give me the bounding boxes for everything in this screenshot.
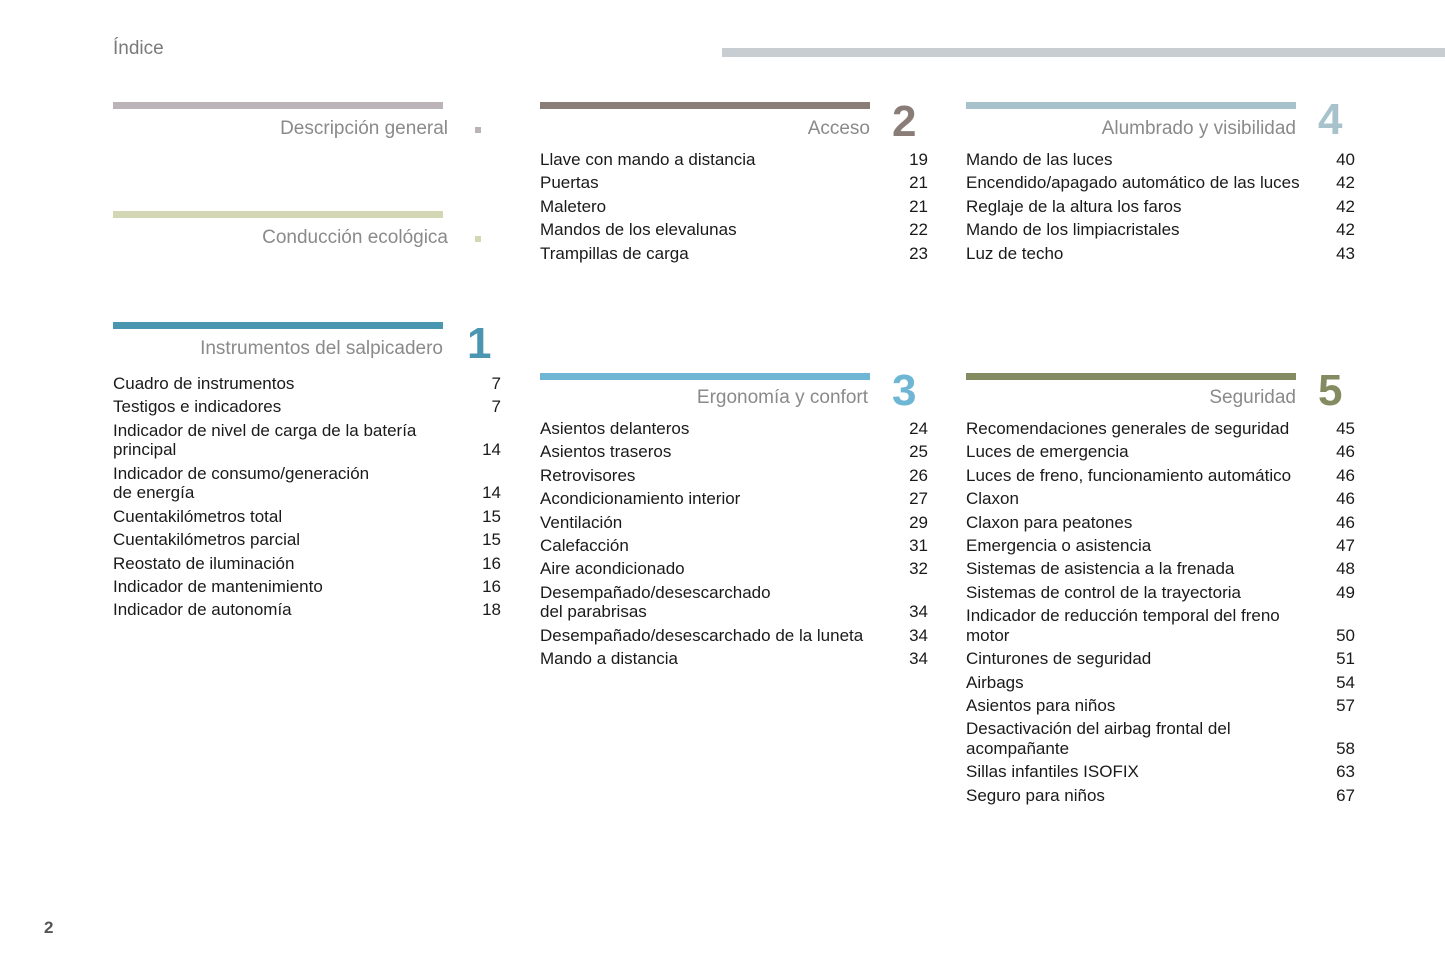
entry-page-number: 47 bbox=[1336, 535, 1355, 555]
entry-page-number: 15 bbox=[482, 506, 501, 526]
toc-entry[interactable] bbox=[540, 649, 928, 669]
entry-label: Luz de techo bbox=[966, 243, 1064, 263]
toc-entry[interactable] bbox=[966, 559, 1355, 579]
entry-page-number: 14 bbox=[482, 440, 501, 460]
toc-entry[interactable] bbox=[966, 696, 1355, 716]
toc-entry[interactable] bbox=[540, 583, 928, 622]
entry-label: Retrovisores bbox=[540, 465, 636, 485]
entry-label: Llave con mando a distancia bbox=[540, 150, 756, 169]
entry-label: Aire acondicionado bbox=[540, 559, 685, 579]
entry-label: Sistemas de asistencia a la frenada bbox=[966, 559, 1235, 579]
entry-page-number: 15 bbox=[482, 530, 501, 550]
toc-entry[interactable] bbox=[966, 244, 1355, 264]
toc-entry[interactable] bbox=[540, 466, 928, 486]
toc-entry[interactable] bbox=[540, 419, 928, 439]
toc-entry[interactable] bbox=[540, 197, 928, 217]
entry-page-number: 22 bbox=[909, 220, 928, 240]
toc-entry[interactable] bbox=[540, 536, 928, 556]
section-descripcion-general bbox=[113, 102, 483, 147]
entry-label: Indicador de autonomía bbox=[113, 600, 292, 620]
section-color-bar bbox=[966, 102, 1296, 109]
entry-label: Testigos e indicadores bbox=[113, 397, 282, 417]
toc-entry[interactable] bbox=[966, 173, 1355, 193]
entry-page-number: 21 bbox=[909, 196, 928, 216]
section-color-bar bbox=[113, 102, 443, 109]
section-ergonomia bbox=[540, 366, 930, 678]
toc-entry[interactable] bbox=[966, 220, 1355, 240]
section-acceso bbox=[540, 97, 930, 272]
toc-entry[interactable] bbox=[540, 244, 928, 264]
entry-page-number: 57 bbox=[1336, 695, 1355, 715]
page-number: 2 bbox=[44, 918, 54, 937]
toc-entry[interactable] bbox=[540, 220, 928, 240]
toc-entry[interactable] bbox=[966, 419, 1355, 439]
section-color-bar bbox=[113, 322, 443, 329]
entry-label: Asientos para niños bbox=[966, 695, 1116, 715]
toc-entry[interactable] bbox=[540, 442, 928, 462]
entry-page-number: 46 bbox=[1336, 512, 1355, 532]
toc-entry[interactable] bbox=[966, 719, 1355, 758]
entry-label: Ventilación bbox=[540, 512, 623, 532]
entry-label: Indicador de reducción temporal del freno motor bbox=[966, 606, 1280, 645]
entry-page-number: 42 bbox=[1336, 173, 1355, 193]
toc-entry[interactable] bbox=[966, 606, 1355, 645]
entry-label: Acondicionamiento interior bbox=[540, 489, 741, 509]
section-number: 1 bbox=[467, 319, 492, 368]
section-alumbrado bbox=[966, 95, 1356, 272]
section-color-bar bbox=[540, 373, 870, 380]
toc-entry[interactable] bbox=[113, 464, 501, 503]
section-title[interactable]: Ergonomía y confort bbox=[696, 387, 868, 408]
entry-label: Desempañado/desescarchado de la luneta bbox=[540, 625, 864, 645]
section-color-bar bbox=[966, 373, 1296, 380]
section-instrumentos bbox=[113, 319, 503, 632]
entry-list bbox=[540, 419, 928, 673]
entry-list bbox=[966, 150, 1355, 267]
entry-label: Desactivación del airbag frontal del acompañante bbox=[966, 719, 1231, 758]
entry-label: Cinturones de seguridad bbox=[966, 649, 1152, 669]
toc-entry[interactable] bbox=[966, 762, 1355, 782]
page-title: Índice bbox=[113, 38, 164, 59]
entry-label: Asientos delanteros bbox=[540, 419, 690, 438]
entry-page-number: 43 bbox=[1336, 243, 1355, 263]
entry-page-number: 19 bbox=[909, 150, 928, 169]
entry-label: Sistemas de control de la trayectoria bbox=[966, 582, 1241, 602]
entry-page-number: 32 bbox=[909, 559, 928, 579]
toc-entry[interactable] bbox=[113, 554, 501, 574]
entry-page-number: 29 bbox=[909, 512, 928, 532]
entry-label: Recomendaciones generales de seguridad bbox=[966, 419, 1290, 438]
entry-page-number: 48 bbox=[1336, 559, 1355, 579]
entry-page-number: 7 bbox=[491, 374, 501, 393]
entry-page-number: 21 bbox=[909, 173, 928, 193]
entry-label: Indicador de nivel de carga de la batería principal bbox=[113, 420, 417, 460]
entry-page-number: 46 bbox=[1336, 465, 1355, 485]
toc-entry[interactable] bbox=[540, 626, 928, 646]
section-color-bar bbox=[540, 102, 870, 109]
entry-page-number: 34 bbox=[909, 625, 928, 645]
toc-entry[interactable] bbox=[540, 150, 928, 170]
entry-label: Airbags bbox=[966, 672, 1024, 692]
entry-page-number: 16 bbox=[482, 553, 501, 573]
entry-label: Seguro para niños bbox=[966, 785, 1105, 805]
entry-page-number: 31 bbox=[909, 535, 928, 555]
entry-label: Mando de las luces bbox=[966, 150, 1113, 169]
toc-entry[interactable] bbox=[540, 489, 928, 509]
entry-label: Mando a distancia bbox=[540, 649, 678, 669]
section-number: 5 bbox=[1318, 366, 1343, 415]
toc-entry[interactable] bbox=[966, 197, 1355, 217]
entry-page-number: 58 bbox=[1336, 738, 1355, 758]
toc-entry[interactable] bbox=[966, 673, 1355, 693]
entry-label: Mandos de los elevalunas bbox=[540, 220, 737, 240]
toc-entry[interactable] bbox=[966, 150, 1355, 170]
section-number: 3 bbox=[892, 366, 917, 415]
toc-entry[interactable] bbox=[113, 600, 501, 620]
section-number: 2 bbox=[892, 97, 917, 146]
section-marker bbox=[475, 127, 481, 133]
entry-page-number: 34 bbox=[909, 649, 928, 669]
entry-page-number: 51 bbox=[1336, 649, 1355, 669]
section-title[interactable]: Acceso bbox=[807, 118, 870, 139]
section-number: 4 bbox=[1318, 95, 1343, 144]
entry-label: Indicador de consumo/generación de energía bbox=[113, 463, 370, 503]
section-title[interactable]: Alumbrado y visibilidad bbox=[1101, 118, 1296, 139]
toc-entry[interactable] bbox=[113, 397, 501, 417]
entry-label: Puertas bbox=[540, 173, 599, 193]
entry-page-number: 34 bbox=[909, 602, 928, 622]
entry-label: Cuentakilómetros parcial bbox=[113, 530, 301, 550]
entry-page-number: 26 bbox=[909, 465, 928, 485]
entry-label: Reglaje de la altura los faros bbox=[966, 196, 1182, 216]
entry-label: Luces de emergencia bbox=[966, 442, 1129, 462]
entry-label: Maletero bbox=[540, 196, 607, 216]
entry-page-number: 67 bbox=[1336, 785, 1355, 805]
entry-page-number: 42 bbox=[1336, 196, 1355, 216]
entry-label: Asientos traseros bbox=[540, 442, 672, 462]
entry-label: Cuadro de instrumentos bbox=[113, 374, 295, 393]
section-title[interactable]: Seguridad bbox=[1209, 387, 1296, 408]
toc-entry[interactable] bbox=[113, 530, 501, 550]
entry-page-number: 54 bbox=[1336, 672, 1355, 692]
toc-entry[interactable] bbox=[966, 442, 1355, 462]
entry-label: Luces de freno, funcionamiento automático bbox=[966, 465, 1292, 485]
entry-label: Mando de los limpiacristales bbox=[966, 220, 1180, 240]
entry-label: Emergencia o asistencia bbox=[966, 535, 1152, 555]
toc-entry[interactable] bbox=[966, 513, 1355, 533]
entry-page-number: 23 bbox=[909, 243, 928, 263]
section-conduccion-ecologica bbox=[113, 211, 483, 256]
entry-label: Encendido/apagado automático de las luces bbox=[966, 173, 1300, 193]
entry-page-number: 25 bbox=[909, 442, 928, 462]
entry-label: Cuentakilómetros total bbox=[113, 506, 283, 526]
entry-page-number: 45 bbox=[1336, 419, 1355, 438]
entry-label: Trampillas de carga bbox=[540, 243, 689, 263]
toc-entry[interactable] bbox=[966, 489, 1355, 509]
entry-list bbox=[113, 374, 501, 624]
toc-entry[interactable] bbox=[113, 507, 501, 527]
entry-label: Sillas infantiles ISOFIX bbox=[966, 762, 1139, 782]
section-seguridad bbox=[966, 366, 1356, 823]
entry-list bbox=[966, 419, 1355, 809]
entry-label: Reostato de iluminación bbox=[113, 553, 295, 573]
section-color-bar bbox=[113, 211, 443, 218]
section-marker bbox=[475, 236, 481, 242]
entry-page-number: 46 bbox=[1336, 442, 1355, 462]
entry-page-number: 24 bbox=[909, 419, 928, 438]
toc-entry[interactable] bbox=[966, 536, 1355, 556]
toc-entry[interactable] bbox=[540, 173, 928, 193]
entry-page-number: 49 bbox=[1336, 582, 1355, 602]
section-title[interactable]: Instrumentos del salpicadero bbox=[200, 338, 443, 359]
entry-page-number: 16 bbox=[482, 576, 501, 596]
entry-label: Claxon bbox=[966, 489, 1019, 509]
entry-page-number: 42 bbox=[1336, 220, 1355, 240]
toc-entry[interactable] bbox=[540, 559, 928, 579]
toc-entry[interactable] bbox=[540, 513, 928, 533]
toc-entry[interactable] bbox=[113, 421, 501, 460]
entry-page-number: 18 bbox=[482, 600, 501, 620]
entry-label: Indicador de mantenimiento bbox=[113, 576, 323, 596]
toc-entry[interactable] bbox=[966, 649, 1355, 669]
entry-page-number: 46 bbox=[1336, 489, 1355, 509]
entry-page-number: 40 bbox=[1336, 150, 1355, 169]
entry-page-number: 63 bbox=[1336, 762, 1355, 782]
entry-page-number: 27 bbox=[909, 489, 928, 509]
header-bar bbox=[722, 48, 1445, 57]
section-title[interactable]: Conducción ecológica bbox=[262, 227, 448, 248]
toc-entry[interactable] bbox=[113, 374, 501, 394]
entry-page-number: 7 bbox=[491, 397, 501, 417]
toc-entry[interactable] bbox=[966, 786, 1355, 806]
entry-list bbox=[540, 150, 928, 267]
section-title[interactable]: Descripción general bbox=[280, 118, 448, 139]
entry-label: Claxon para peatones bbox=[966, 512, 1133, 532]
entry-page-number: 50 bbox=[1336, 625, 1355, 645]
entry-label: Calefacción bbox=[540, 535, 629, 555]
toc-entry[interactable] bbox=[113, 577, 501, 597]
entry-page-number: 14 bbox=[482, 483, 501, 503]
toc-entry[interactable] bbox=[966, 466, 1355, 486]
toc-entry[interactable] bbox=[966, 583, 1355, 603]
entry-label: Desempañado/desescarchado del parabrisas bbox=[540, 582, 771, 622]
